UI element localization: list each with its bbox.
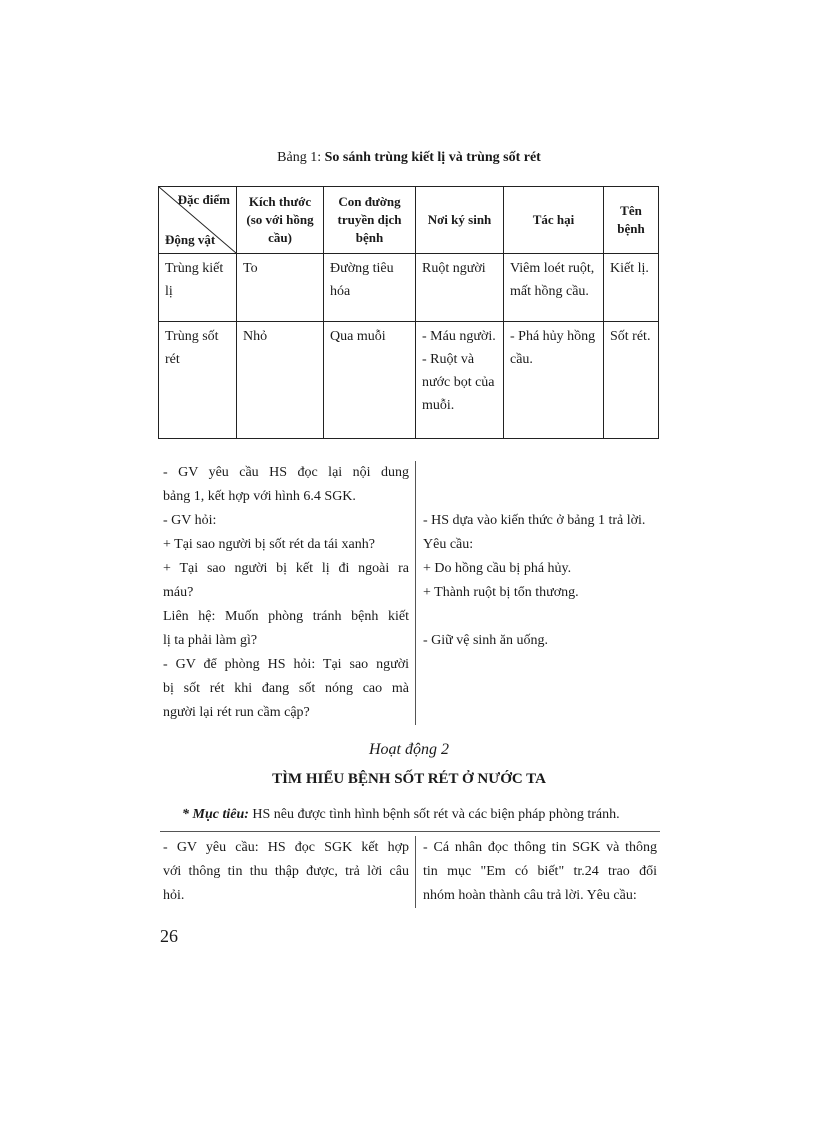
text-line: bị sốt rét khi đang sốt nóng cao mà bbox=[163, 681, 409, 696]
cell-animal: Trùng sốt rét bbox=[159, 322, 237, 439]
text-line: người lại rét run cầm cập? bbox=[163, 705, 310, 720]
cell-site bbox=[416, 322, 504, 439]
text-line: hỏi. bbox=[163, 888, 185, 903]
header-site: Nơi ký sinh bbox=[416, 187, 504, 254]
caption-title: So sánh trùng kiết lị và trùng sốt rét bbox=[324, 150, 541, 165]
objective-label: * Mục tiêu: bbox=[182, 807, 249, 822]
header-route: Con đường truyền dịch bệnh bbox=[324, 187, 416, 254]
text-line: Yêu cầu: bbox=[423, 537, 474, 552]
table-row bbox=[159, 254, 659, 322]
comparison-table bbox=[158, 186, 659, 439]
objective-text: HS nêu được tình hình bệnh sốt rét và các biện pháp phòng tránh. bbox=[248, 807, 620, 822]
text-line: lị ta phải làm gì? bbox=[163, 633, 258, 648]
text-line bbox=[423, 485, 657, 509]
text-line: + Tại sao người bị sốt rét da tái xanh? bbox=[163, 537, 375, 552]
cell-site: Ruột người bbox=[416, 254, 504, 322]
text-line: - GV yêu cầu HS đọc lại nội dung bbox=[163, 465, 409, 480]
text-line: nhóm hoàn thành câu trả lời. Yêu cầu: bbox=[423, 888, 637, 903]
text-line: - Giữ vệ sinh ăn uống. bbox=[423, 633, 549, 648]
objective bbox=[182, 807, 662, 823]
caption-prefix: Bảng 1: bbox=[277, 150, 325, 165]
text-line: tin mục "Em có biết" tr.24 trao đổi bbox=[423, 864, 657, 879]
text-line: máu? bbox=[163, 585, 194, 600]
section-rule bbox=[160, 831, 660, 832]
text-line: + Do hồng cầu bị phá hủy. bbox=[423, 561, 572, 576]
table-caption bbox=[160, 150, 658, 166]
text-line: Liên hệ: Muốn phòng tránh bệnh kiết bbox=[163, 609, 409, 624]
text-line: - GV hỏi: bbox=[163, 513, 217, 528]
text-line: + Thành ruột bị tổn thương. bbox=[423, 585, 579, 600]
teacher-column bbox=[163, 461, 415, 725]
diagonal-header-cell bbox=[159, 187, 237, 254]
text-line bbox=[423, 605, 657, 629]
text-line: - GV yêu cầu: HS đọc SGK kết hợp bbox=[163, 840, 409, 855]
activity-2-columns bbox=[163, 836, 657, 908]
text-line: với thông tin thu thập được, trả lời câu bbox=[163, 864, 409, 879]
teacher-column bbox=[163, 836, 415, 908]
activity-1-columns bbox=[163, 461, 657, 725]
header-disease: Tên bệnh bbox=[604, 187, 659, 254]
cell-disease: Sốt rét. bbox=[604, 322, 659, 439]
table-header-row bbox=[159, 187, 659, 254]
header-animal: Động vật bbox=[165, 232, 216, 247]
cell-animal: Trùng kiết lị bbox=[159, 254, 237, 322]
header-size: Kích thước (so với hồng cầu) bbox=[237, 187, 324, 254]
activity-title: TÌM HIỂU BỆNH SỐT RÉT Ở NƯỚC TA bbox=[272, 771, 546, 787]
header-harm: Tác hại bbox=[504, 187, 604, 254]
site-line: - Máu người. bbox=[422, 329, 496, 344]
text-line: bảng 1, kết hợp với hình 6.4 SGK. bbox=[163, 489, 356, 504]
page-number: 26 bbox=[160, 926, 178, 946]
cell-disease: Kiết lị. bbox=[604, 254, 659, 322]
activity-label: Hoạt động 2 bbox=[369, 741, 449, 758]
cell-route: Qua muỗi bbox=[324, 322, 416, 439]
cell-harm: Viêm loét ruột, mất hồng cầu. bbox=[504, 254, 604, 322]
text-line: - GV để phòng HS hỏi: Tại sao người bbox=[163, 657, 409, 672]
cell-route: Đường tiêu hóa bbox=[324, 254, 416, 322]
text-line: - Cá nhân đọc thông tin SGK và thông bbox=[423, 840, 657, 855]
student-column bbox=[416, 461, 657, 725]
table-row bbox=[159, 322, 659, 439]
site-line: - Ruột và nước bọt của muỗi. bbox=[422, 352, 495, 413]
text-line: - HS dựa vào kiến thức ở bảng 1 trả lời. bbox=[423, 513, 646, 528]
student-column bbox=[416, 836, 657, 908]
cell-size: Nhỏ bbox=[237, 322, 324, 439]
text-line bbox=[423, 461, 657, 485]
cell-size: To bbox=[237, 254, 324, 322]
header-characteristic: Đặc điểm bbox=[177, 192, 230, 207]
text-line: + Tại sao người bị kết lị đi ngoài ra bbox=[163, 561, 409, 576]
cell-harm: - Phá hủy hồng cầu. bbox=[504, 322, 604, 439]
